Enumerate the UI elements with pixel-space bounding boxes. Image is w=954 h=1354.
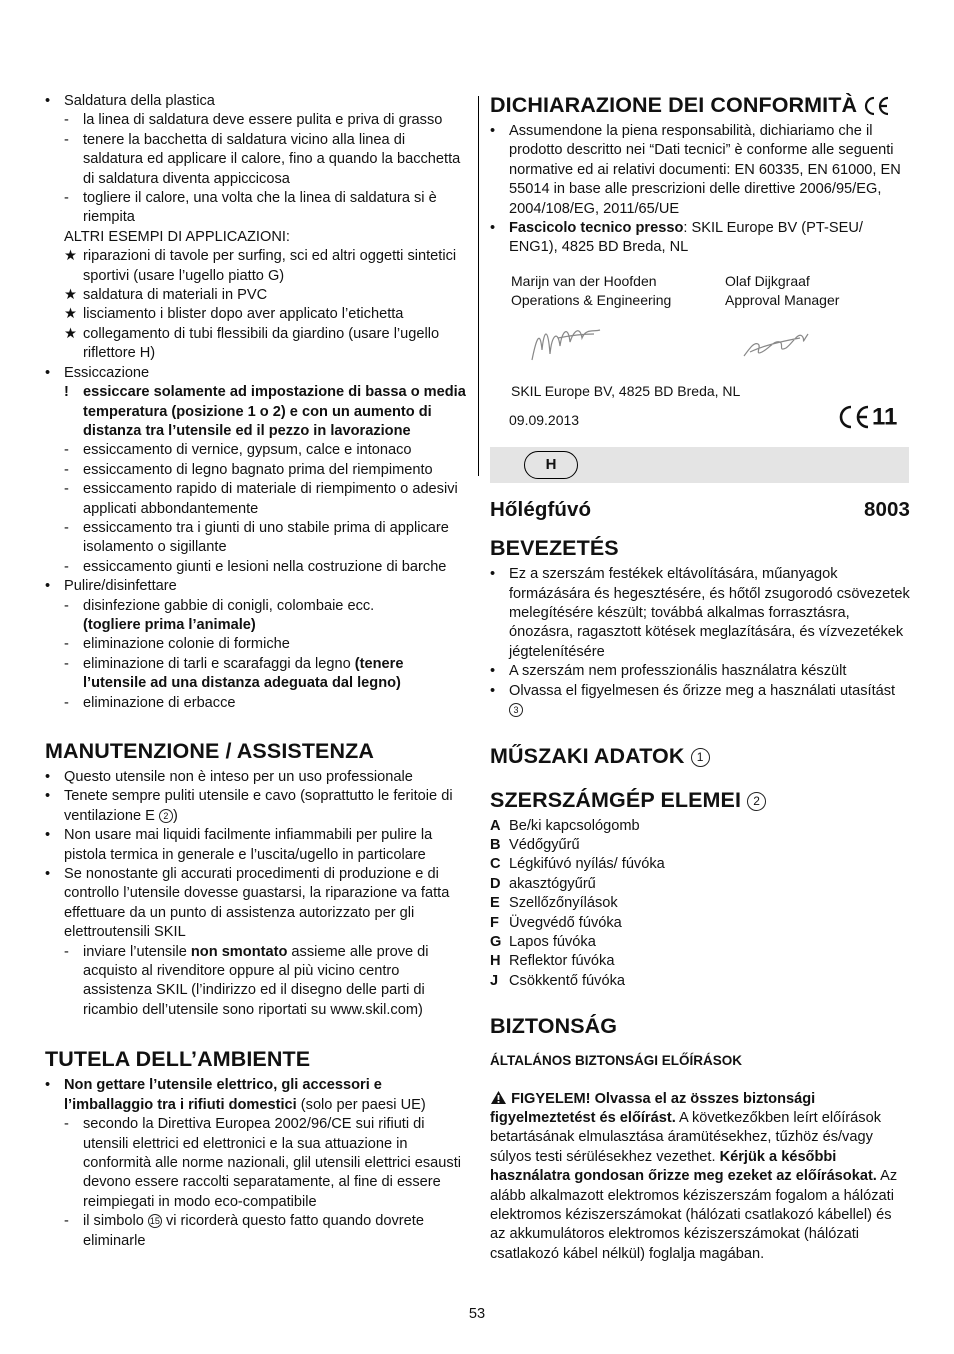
- list-item: • Non usare mai liquidi facilmente infiammabili per pulire la pistola termica in generale e l’uscita/ugello in particolare: [45, 827, 433, 863]
- list-item: F Üvegvédő fúvóka: [490, 914, 622, 931]
- list-item: - tenere la bacchetta di saldatura vicino alla linea di saldatura ed applicare il calore, fino a quando la bacchetta di saldatura diventa appiccicosa: [64, 131, 461, 187]
- list-item: • A szerszám nem professzionális használatra készült: [490, 663, 847, 680]
- list-item: - essiccamento di legno bagnato prima del riempimento: [64, 461, 433, 478]
- list-item: - essiccamento tra i giunti di uno stabile prima di applicare isolamento o sigillante: [64, 519, 449, 556]
- warning-item: ! essiccare solamente ad impostazione di bassa o media temperatura (posizione 1 o 2) e con un aumento di distanza tra l’utensile ed il pezzo in lavorazione: [64, 384, 466, 439]
- list-item: ★ collegamento di tubi flessibili da giardino (usare l’ugello riflettore H): [64, 325, 440, 362]
- column-divider: [478, 96, 479, 476]
- list-item: B Védőgyűrű: [490, 836, 580, 853]
- list-item: - essiccamento rapido di materiale di riempimento o adesivi applicati abbondantemente: [64, 481, 458, 517]
- list-item: - inviare l’utensile non smontato assieme alle prove di acquisto al rivenditore oppure al più vicino centro assistenza SKIL (l’indirizzo ed il disegno delle parti di ricambio dell’utensile sono riportati su www.skil.com): [64, 943, 429, 1018]
- list-item: - la linea di saldatura deve essere pulita e priva di grasso: [64, 112, 443, 129]
- list-item: • Olvassa el figyelmesen és őrizze meg a használati utasítást 3: [490, 682, 896, 716]
- subheading: ÁLTALÁNOS BIZTONSÁGI ELŐÍRÁSOK: [490, 1053, 742, 1069]
- product-model: 8003: [863, 498, 910, 522]
- list-item: ★ saldatura di materiali in PVC: [64, 287, 268, 304]
- list-item: ★ lisciamento i blister dopo aver applicato l’etichetta: [64, 306, 404, 323]
- warning-triangle-icon: [490, 1090, 507, 1105]
- list-item: - il simbolo 15 vi ricorderà questo fatto quando dovrete eliminarle: [64, 1213, 424, 1249]
- list-item: - essiccamento di vernice, gypsum, calce e intonaco: [64, 442, 412, 459]
- list-item: - togliere il calore, una volta che la linea di saldatura si è riempita: [64, 190, 437, 226]
- ce-mark: 11: [838, 405, 897, 429]
- list-item: D akasztógyűrű: [490, 875, 596, 892]
- section-heading: MANUTENZIONE / ASSISTENZA: [45, 739, 374, 763]
- ce-mark-icon: [863, 96, 891, 116]
- list-item: - essiccamento giunti e lesioni nella costruzione di barche: [64, 558, 447, 575]
- list-item: G Lapos fúvóka: [490, 933, 596, 950]
- list-item: • Essiccazione: [45, 364, 150, 381]
- list-item: • Fascicolo tecnico presso: SKIL Europe BV (PT-SEU/ ENG1), 4825 BD Breda, NL: [490, 220, 863, 256]
- list-item: C Légkifúvó nyílás/ fúvóka: [490, 856, 665, 873]
- list-item: E Szellőzőnyílások: [490, 895, 618, 912]
- language-bar: [490, 447, 909, 483]
- list-item: • Se nonostante gli accurati procedimenti di produzione e di controllo l’utensile dovesse guastarsi, la riparazione va fatta effettuare da un punto di assistenza autorizzato per gli elettroutensili SKIL: [45, 866, 450, 941]
- section-heading: BEVEZETÉS: [490, 536, 619, 561]
- section-heading: TUTELA DELL’AMBIENTE: [45, 1047, 311, 1072]
- date-row: [490, 405, 910, 437]
- list-item: - eliminazione di erbacce: [64, 694, 236, 711]
- section-heading: BIZTONSÁG: [490, 1014, 618, 1039]
- signer-2: Olaf Dijkgraaf Approval Manager: [725, 272, 840, 309]
- ce-mark-icon: [838, 405, 872, 429]
- section-heading: SZERSZÁMGÉP ELEMEI 2: [490, 787, 910, 813]
- ref-number-icon: 1: [691, 748, 710, 767]
- ref-number-icon: 15: [149, 1216, 160, 1227]
- ref-number-icon: 2: [159, 809, 173, 823]
- list-item: • Assumendone la piena responsabilità, dichiariamo che il prodotto descritto nei “Dati tecnici” è conforme alle seguenti normative ed ai relativi documenti: EN 60335, EN 61000, EN 55014 in base alle prescrizioni delle direttive 2006/95/EG, 2004/108/EG, 2011/65/UE: [490, 123, 901, 217]
- signature-icon: [528, 320, 608, 368]
- list-item: - secondo la Direttiva Europea 2002/96/CE sui rifiuti di utensili elettrici ed elettronici e la sua attuazione in conformità alle norme nazionali, glil utensili elettrici esausti devono essere raccolti separatamente, al fine di essere reimpiegati in modo eco-compatibile: [64, 1116, 461, 1210]
- section-heading: MŰSZAKI ADATOK 1: [490, 743, 910, 769]
- list-item: - disinfezione gabbie di conigli, colombaie ecc. (togliere prima l’animale): [64, 597, 375, 633]
- parts-list: [490, 817, 910, 992]
- list-item: • Non gettare l’utensile elettrico, gli accessori e l’imballaggio tra i rifiuti domestici (solo per paesi UE): [45, 1077, 426, 1113]
- list-item: J Csökkentő fúvóka: [490, 972, 626, 989]
- safety-paragraph: FIGYELEM! Olvassa el az összes biztonsági figyelmeztetést és előírást. A következőkben leírt előírások betartásának elmulasztása áramütésekhez, tűzhöz és/vagy súlyos testi sérülésekhez vezethet. Kérjük a későbbi használatra gondosan őrizze meg ezeket az előírásokat. Az alább alkalmazott elektromos kéziszerszám fogalom a hálózati elektromos kéziszerszámokat (hálózati csatlakozó kábellel) és az akkumulátoros elektromos kéziszerszámokat (hálózati csatlakozó kábel nélkül) foglalja magában.: [490, 1090, 898, 1262]
- list-item: - eliminazione colonie di formiche: [64, 636, 290, 653]
- list-item: • Ez a szerszám festékek eltávolítására, műanyagok formázására és hegesztésére, és hőtől zsugorodó csövezetek melegítésére készült; továbbá alkalmas forrasztásra, ónozásra, ragasztott kötések meglazítására, és vízvezetékek jégtelenítésére: [490, 566, 910, 660]
- list-item: H Reflektor fúvóka: [490, 953, 615, 970]
- list-item: - eliminazione di tarli e scarafaggi da legno (tenere l’utensile ad una distanza adeguata dal legno): [64, 655, 404, 692]
- signature-block: [490, 272, 910, 382]
- company-address: SKIL Europe BV, 4825 BD Breda, NL: [511, 382, 741, 399]
- signature-icon: [740, 322, 812, 364]
- ref-number-icon: 3: [509, 703, 523, 717]
- ref-number-icon: 2: [747, 792, 766, 811]
- language-badge: H: [524, 451, 578, 479]
- list-item: ★ riparazioni di tavole per surfing, sci ed altri oggetti sintetici sportivi (usare l’ugello piatto G): [64, 248, 457, 284]
- subheading: ALTRI ESEMPI DI APPLICAZIONI:: [64, 228, 290, 245]
- list-item: • Saldatura della plastica: [45, 93, 215, 109]
- list-item: A Be/ki kapcsológomb: [490, 817, 640, 834]
- list-item: • Tenete sempre puliti utensile e cavo (soprattutto le feritoie di ventilazione E 2 ): [45, 788, 453, 824]
- page-number: 53: [468, 1306, 486, 1322]
- list-item: • Questo utensile non è inteso per un uso professionale: [45, 769, 413, 785]
- product-title: Hőlégfúvó 8003: [490, 498, 910, 522]
- left-column: [45, 92, 467, 1251]
- list-item: • Pulire/disinfettare: [45, 578, 177, 595]
- signer-1: Marijn van der Hoofden Operations & Engineering: [511, 272, 672, 309]
- right-column: [490, 92, 910, 1264]
- date: 09.09.2013: [509, 412, 580, 429]
- section-heading: DICHIARAZIONE DEI CONFORMITÀ: [490, 92, 910, 118]
